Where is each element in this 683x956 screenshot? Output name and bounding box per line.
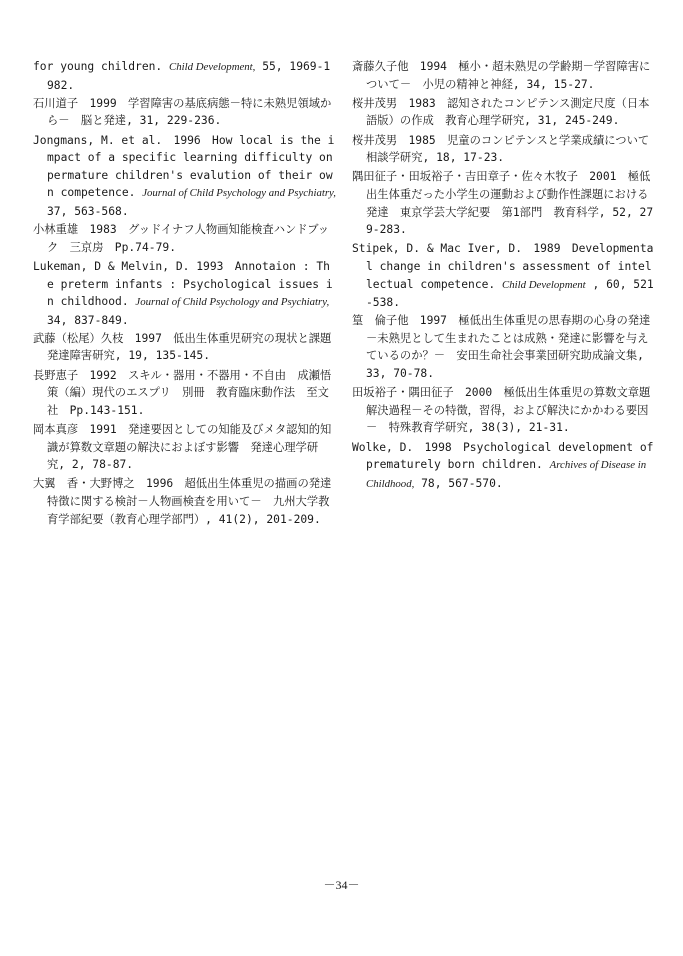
ref-text: Lukeman, D & Melvin, D. 1993 Annotaion : The preterm infants : Psychological issues in childhood. (33, 259, 333, 309)
ref-text: 桜井茂男 1985 児童のコンピテンスと学業成績について 相談学研究, 18, 17-23. (352, 133, 661, 165)
reference-entry (33, 421, 336, 475)
ref-text: 大翼 香・大野博之 1996 超低出生体重児の描画の発達特徴に関する検討－人物画検査を用いて－ 九州大学教育学部紀要（教育心理学部門）, 41(2), 201-209. (33, 477, 332, 526)
ref-text: Stipek, D. & Mac Iver, D. 1989 Developmental change in children's assessment of intellectual competence. (352, 242, 654, 291)
ref-volume: 78, 567-570. (414, 476, 503, 490)
reference-entry (33, 475, 336, 529)
journal-name: Child Development, (169, 61, 256, 73)
reference-entry (352, 312, 655, 383)
reference-entry (352, 58, 655, 94)
ref-text: 隅田征子・田坂裕子・吉田章子・佐々木牧子 2001 極低出生体重だった小学生の運動および動作性課題における発達 東京学芸大学紀要 第1部門 教育科学, 52, 279-283. (352, 170, 654, 237)
reference-entry (352, 95, 655, 131)
journal-name: Archives of Disease in Childhood, (366, 459, 647, 490)
ref-text: 田坂裕子・隅田征子 2000 極低出生体重児の算数文章題解決過程－その特徴，習得，および解決にかかわる要因－ 特殊教育学研究, 38(3), 21-31. (352, 386, 651, 435)
reference-entry (33, 132, 336, 221)
reference-entry (33, 95, 336, 131)
ref-text: 桜井茂男 1983 認知されたコンピテンス測定尺度（日本語版）の作成 教育心理学研究, 31, 245-249. (352, 96, 650, 128)
reference-entry (33, 367, 336, 421)
ref-text: 岡本真彦 1991 発達要因としての知能及びメタ認知的知識が算数文章題の解決におよぼす影響 発達心理学研究, 2, 78-87. (33, 423, 332, 472)
ref-volume: 37, 563-568. (47, 204, 129, 218)
ref-volume: , 60, 521-538. (366, 277, 654, 310)
reference-entry (352, 240, 655, 311)
reference-entry (352, 439, 655, 494)
ref-text: 斎藤久子他 1994 極小・超未熟児の学齢期－学習障害について－ 小児の精神と神経, 34, 15-27. (352, 60, 651, 91)
reference-column-left (33, 58, 343, 530)
journal-name: Child Development (502, 278, 586, 291)
ref-volume: 55, 1969-1982. (47, 60, 331, 92)
ref-text: 長野恵子 1992 スキル・器用・不器用・不自由 成瀬悟策（編）現代のエスプリ 別冊 教育臨床動作法 至文社 Pp.143-151. (33, 368, 332, 417)
ref-text: Wolke, D. 1998 Psychological development of prematurely born children. (352, 440, 654, 472)
ref-text: 石川道子 1999 学習障害の基底病態－特に未熟児領域から－ 脳と発達, 31, 229-236. (33, 96, 332, 128)
reference-entry (352, 384, 655, 438)
reference-entry (33, 330, 343, 366)
reference-entry (33, 58, 336, 94)
ref-text: 武藤（松尾）久枝 1997 低出生体重児研究の現状と課題 発達障害研究, 19, 135-145. (33, 331, 343, 363)
reference-entry (33, 221, 336, 257)
journal-name: Journal of Child Psychology and Psychiatry, (142, 187, 336, 200)
ref-text: 小林重雄 1983 グッドイナフ人物画知能検査ハンドブック 三京房 Pp.74-79. (33, 223, 330, 254)
reference-column-right (352, 58, 661, 494)
ref-text: 篁 倫子他 1997 極低出生体重児の思春期の心身の発達－未熟児として生まれたことは成熟・発達に影響を与えているのか？－ 安田生命社会事業団研究助成論文集, 33, 70-78. (352, 314, 651, 381)
ref-volume: 34, 837-849. (47, 313, 129, 327)
journal-name: Journal of Child Psychology and Psychiatry, (135, 296, 330, 309)
ref-text: for young children. (33, 60, 170, 73)
reference-entry (352, 132, 661, 168)
page-number: －34－ (323, 878, 360, 892)
ref-text: Jongmans, M. et al. 1996 How local is the impact of a specific learning difficulty on permature children's evalution of their own competence. (33, 133, 335, 200)
reference-entry (33, 258, 336, 329)
reference-entry (352, 168, 655, 239)
